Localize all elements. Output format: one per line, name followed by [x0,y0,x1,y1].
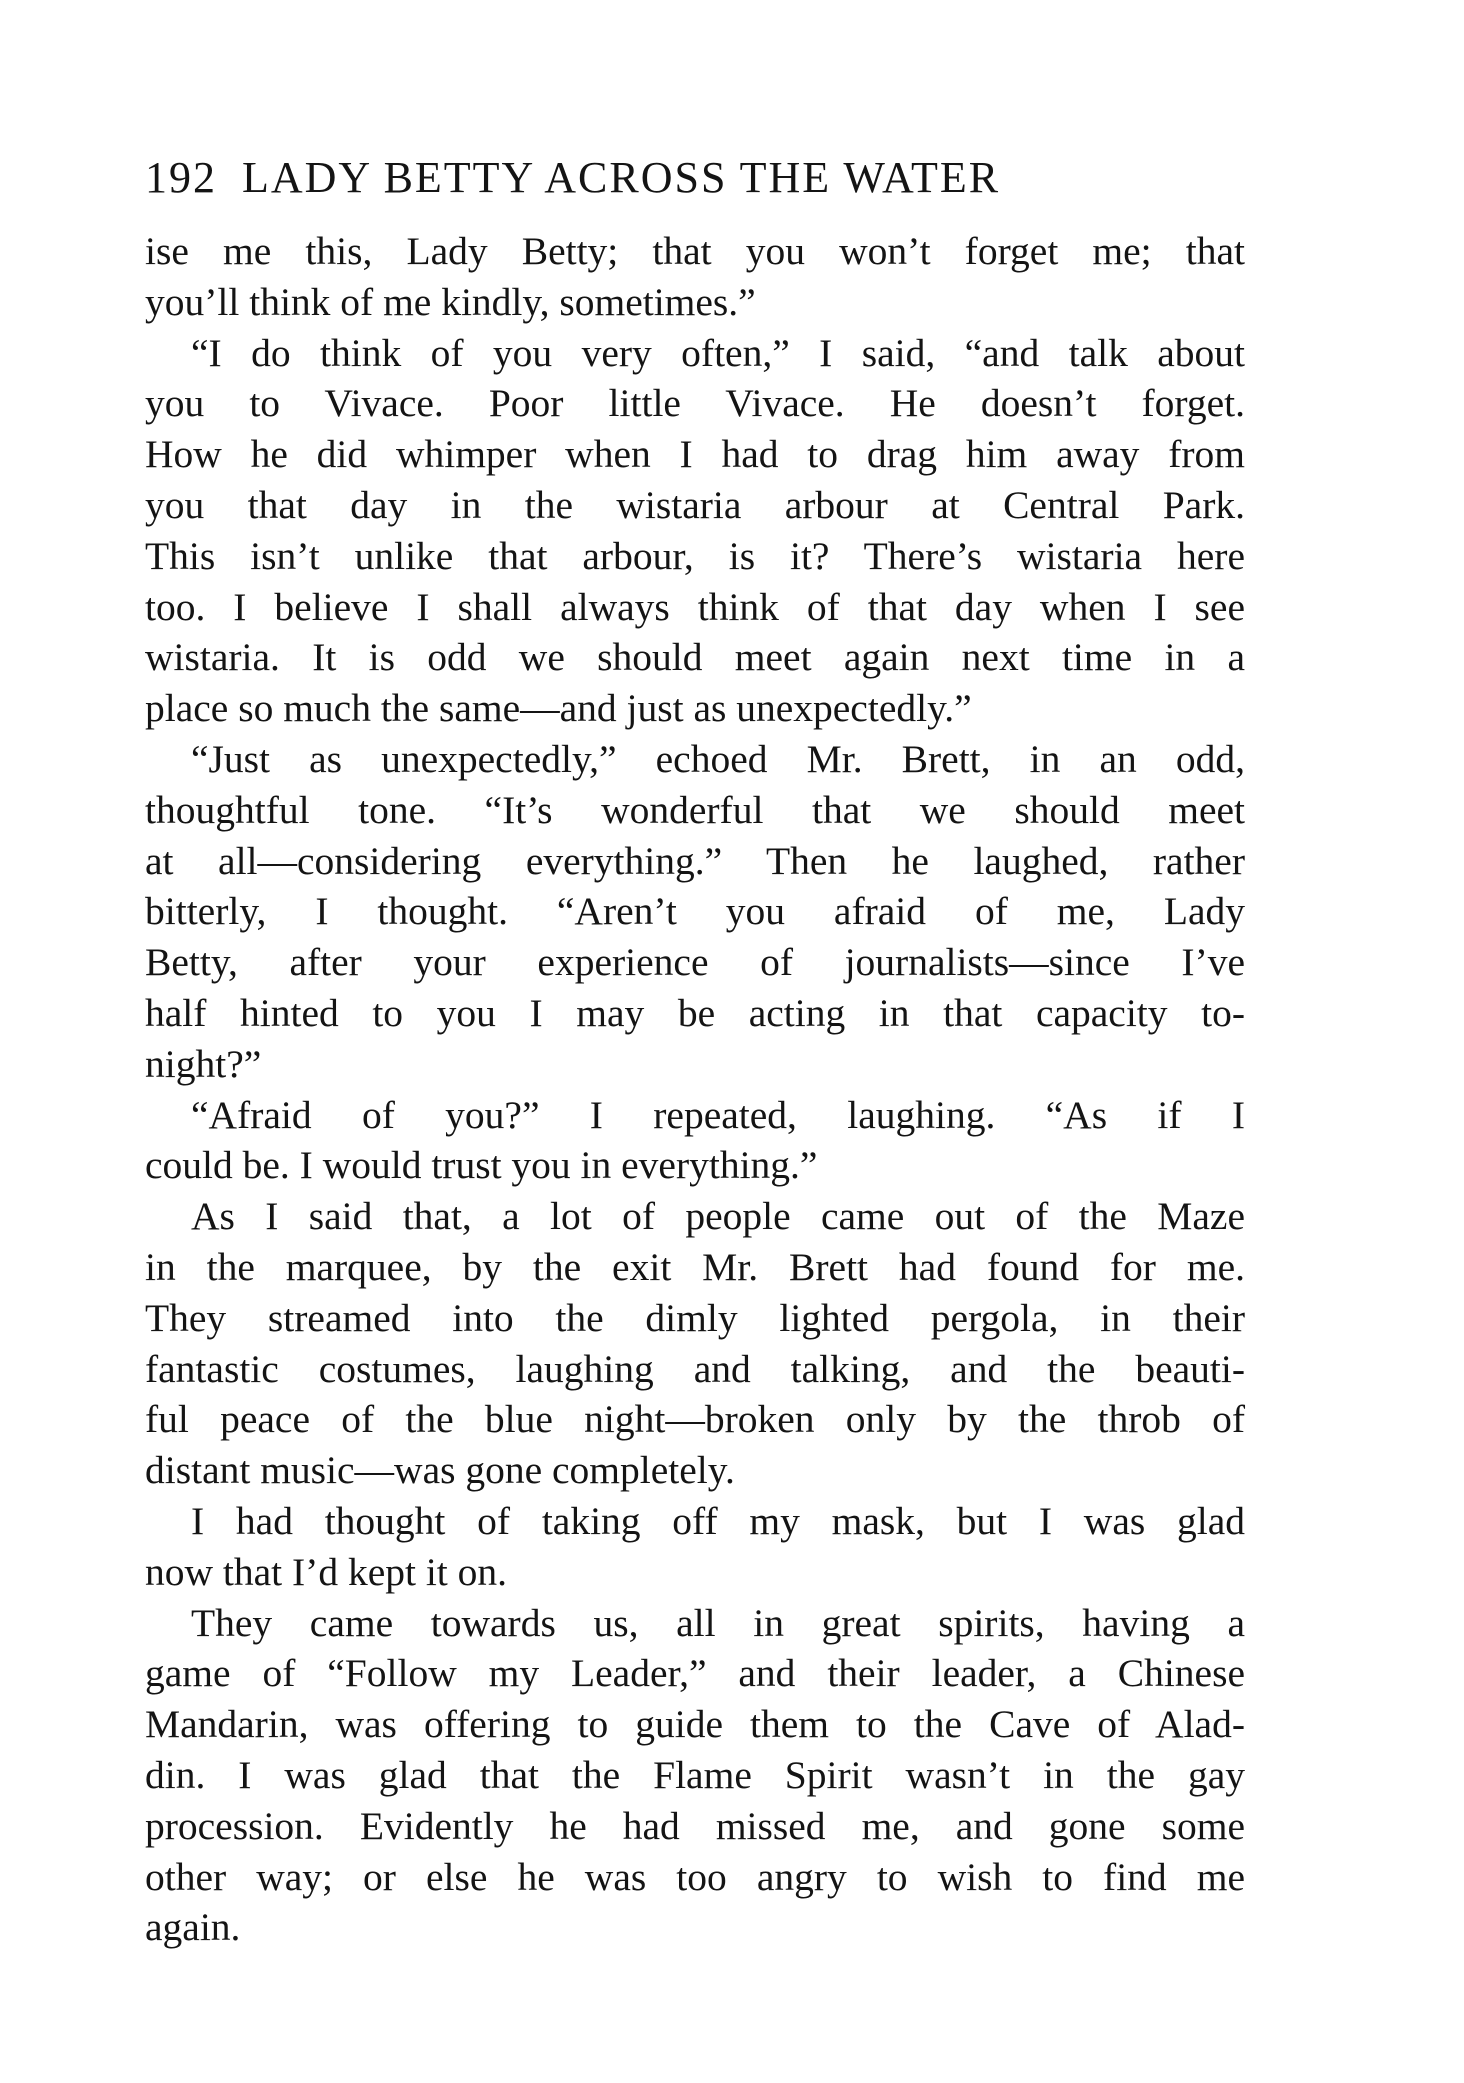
text-line: distant music—was gone completely. [145,1448,735,1493]
text-line: This isn’t unlike that arbour, is it? There’s wistaria here [145,533,1245,578]
text-line: you to Vivace. Poor little Vivace. He doesn’t forget. [145,381,1245,426]
text-line: ful peace of the blue night—broken only by the throb of [145,1397,1245,1442]
text-line: They came towards us, all in great spirits, having a [191,1600,1245,1645]
text-line: in the marquee, by the exit Mr. Brett had found for me. [145,1244,1245,1289]
text-line: could be. I would trust you in everything.” [145,1143,818,1188]
text-line: procession. Evidently he had missed me, and gone some [145,1803,1245,1848]
text-line: other way; or else he was too angry to wish to find me [145,1854,1245,1899]
text-line: again. [145,1905,241,1950]
text-line: Mandarin, was offering to guide them to the Cave of Alad- [145,1702,1245,1747]
text-line: too. I believe I shall always think of that day when I see [145,584,1245,629]
text-line: I had thought of taking off my mask, but I was glad [191,1498,1245,1543]
text-line: wistaria. It is odd we should meet again next time in a [145,635,1245,680]
text-line: you that day in the wistaria arbour at Central Park. [145,482,1245,527]
page-number: 192 [145,153,217,202]
text-line: you’ll think of me kindly, sometimes.” [145,279,756,324]
text-line: half hinted to you I may be acting in that capacity to- [145,990,1245,1035]
text-line: Betty, after your experience of journalists—since I’ve [145,940,1245,985]
text-line: game of “Follow my Leader,” and their leader, a Chinese [145,1651,1245,1696]
text-line: They streamed into the dimly lighted pergola, in their [145,1295,1245,1340]
text-line: thoughtful tone. “It’s wonderful that we should meet [145,787,1245,832]
running-header [145,150,1245,206]
text-line: fantastic costumes, laughing and talking, and the beauti- [145,1346,1245,1391]
text-line: din. I was glad that the Flame Spirit wasn’t in the gay [145,1752,1245,1797]
text-line: How he did whimper when I had to drag him away from [145,432,1245,477]
text-line: bitterly, I thought. “Aren’t you afraid of me, Lady [145,889,1245,934]
text-line: As I said that, a lot of people came out of the Maze [191,1194,1245,1239]
text-line: at all—considering everything.” Then he laughed, rather [145,838,1245,883]
body-text [145,226,1245,1953]
text-line: ise me this, Lady Betty; that you won’t forget me; that [145,229,1245,273]
text-line: now that I’d kept it on. [145,1549,508,1594]
text-line: “I do think of you very often,” I said, “and talk about [191,330,1245,375]
text-line: “Afraid of you?” I repeated, laughing. “As if I [191,1092,1245,1137]
text-line: “Just as unexpectedly,” echoed Mr. Brett, in an odd, [191,736,1245,781]
text-line: place so much the same—and just as unexpectedly.” [145,686,972,731]
text-line: night?” [145,1041,262,1086]
running-title: LADY BETTY ACROSS THE WATER [242,153,1001,202]
